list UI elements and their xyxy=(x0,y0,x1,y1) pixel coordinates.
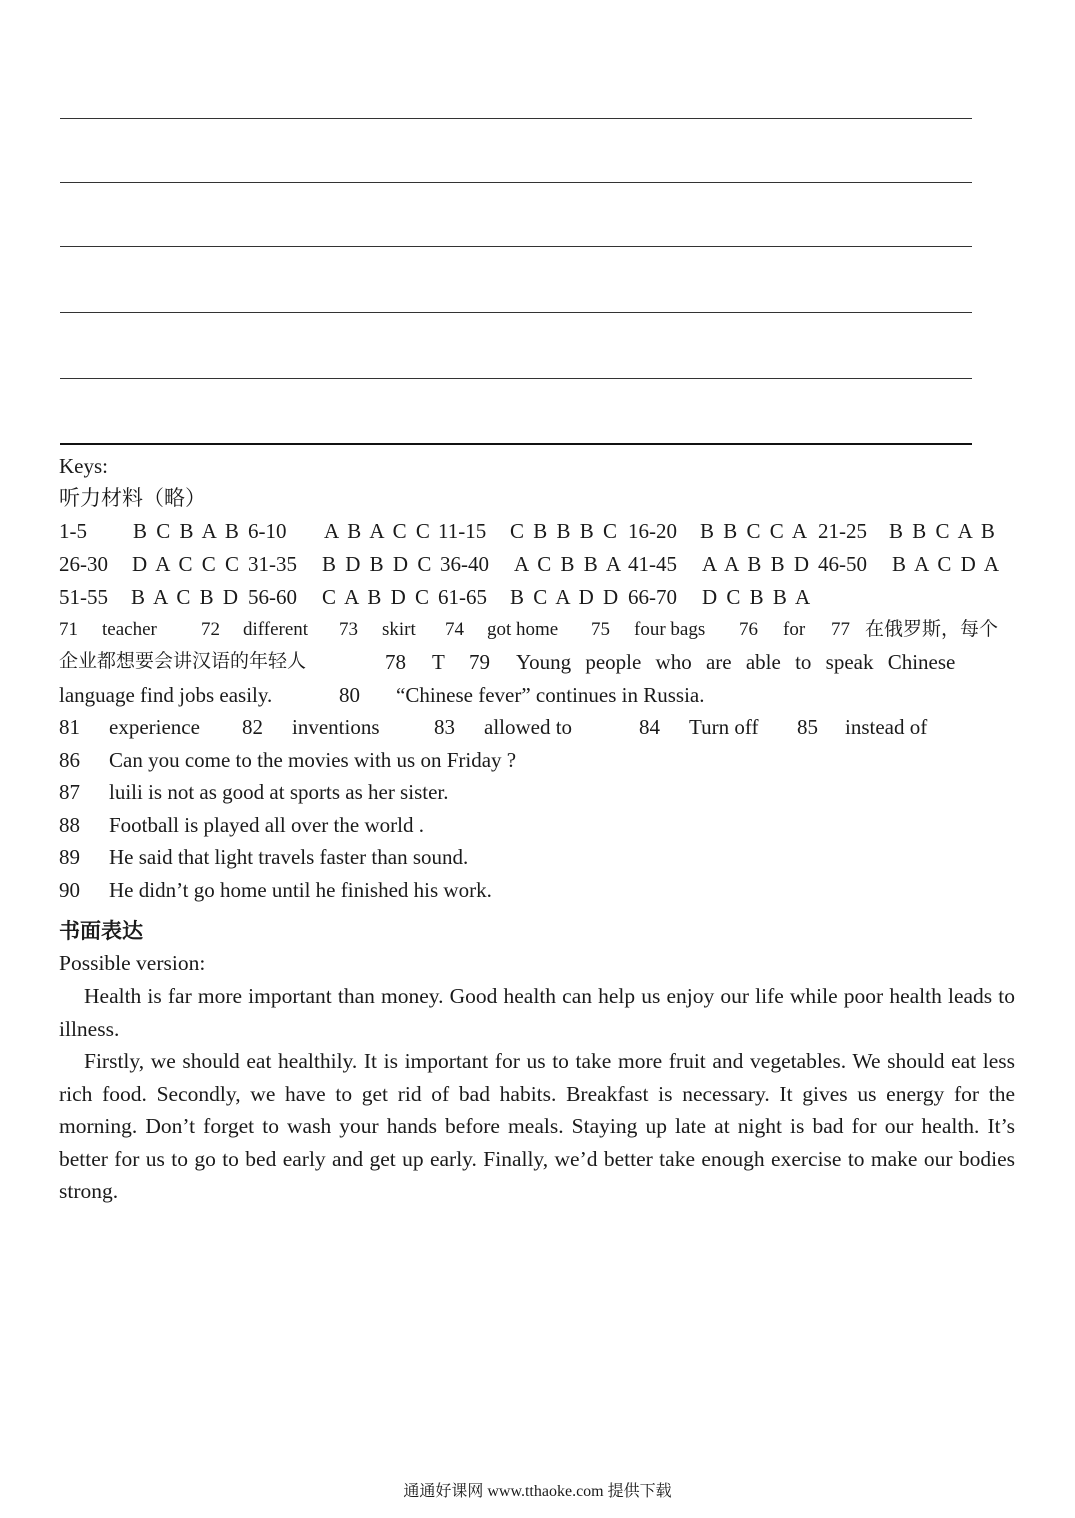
mc-answer: D A C C C xyxy=(132,552,242,576)
mc-range: 46-50 xyxy=(818,552,867,576)
question-number: 89 xyxy=(59,845,80,869)
question-number: 73 xyxy=(339,619,358,640)
true-false-answer: T xyxy=(432,650,445,674)
sentence-answer: He said that light travels faster than sound. xyxy=(109,845,469,869)
mc-answer: B B C A B xyxy=(889,519,997,543)
writing-line-5 xyxy=(60,378,972,379)
q77-answer-part1: 在俄罗斯，每个 xyxy=(865,619,999,640)
fill-answer: skirt xyxy=(382,619,416,640)
mc-range: 16-20 xyxy=(628,519,677,543)
section-title: 书面表达 xyxy=(59,919,143,943)
fill-answer: teacher xyxy=(102,619,157,640)
mc-range: 56-60 xyxy=(248,585,297,609)
fill-answer: inventions xyxy=(292,715,380,739)
fill-answer: got home xyxy=(487,619,559,640)
mc-range: 41-45 xyxy=(628,552,677,576)
question-number: 75 xyxy=(591,619,610,640)
q79-answer-part1: Young people who are able to speak Chinese xyxy=(516,650,956,674)
fill-answer: instead of xyxy=(845,715,928,739)
question-number: 85 xyxy=(797,715,818,739)
writing-line-4 xyxy=(60,312,972,313)
mc-answer: B A C D A xyxy=(892,552,1002,576)
page-footer: 通通好课网 www.tthaoke.com 提供下载 xyxy=(403,1483,672,1500)
question-number: 74 xyxy=(445,619,464,640)
essay-paragraph-1-text: Health is far more important than money. Good health can help us enjoy our life while poor health leads to illness. xyxy=(59,984,1015,1041)
fill-answer: allowed to xyxy=(484,715,573,739)
question-number: 87 xyxy=(59,780,80,804)
mc-answer: B C B A B xyxy=(133,519,241,543)
question-number: 86 xyxy=(59,748,80,772)
listening-note: 听力材料（略） xyxy=(59,486,206,510)
fill-answer: four bags xyxy=(634,619,706,640)
mc-answer: B D B D C xyxy=(322,552,434,576)
question-number: 71 xyxy=(59,619,78,640)
mc-answer: C A B D C xyxy=(322,585,432,609)
mc-range: 61-65 xyxy=(438,585,487,609)
question-number: 77 xyxy=(831,619,850,640)
mc-range: 36-40 xyxy=(440,552,489,576)
question-number: 72 xyxy=(201,619,220,640)
question-number: 80 xyxy=(339,683,360,707)
fill-answer: experience xyxy=(109,715,200,739)
mc-range: 1-5 xyxy=(59,519,87,543)
essay-paragraph-2 xyxy=(59,1045,1015,1208)
mc-answer: D C B B A xyxy=(702,585,813,609)
sentence-answer: luili is not as good at sports as her sister. xyxy=(109,780,449,804)
question-number: 79 xyxy=(469,650,490,674)
mc-answer: B A C B D xyxy=(131,585,241,609)
question-number: 83 xyxy=(434,715,455,739)
question-number: 81 xyxy=(59,715,80,739)
question-number: 82 xyxy=(242,715,263,739)
question-number: 78 xyxy=(385,650,406,674)
sentence-answer: Can you come to the movies with us on Friday ? xyxy=(109,748,517,772)
q77-answer-part2: 企业都想要会讲汉语的年轻人 xyxy=(59,651,307,672)
mc-answer: A B A C C xyxy=(324,519,432,543)
mc-answer: A A B B D xyxy=(702,552,812,576)
question-number: 84 xyxy=(639,715,660,739)
fill-answer: Turn off xyxy=(689,715,759,739)
mc-range: 11-15 xyxy=(438,519,487,543)
writing-line-2 xyxy=(60,182,972,183)
fill-answer: for xyxy=(783,619,806,640)
essay-paragraph-1 xyxy=(59,980,1015,1045)
mc-range: 6-10 xyxy=(248,519,287,543)
mc-range: 31-35 xyxy=(248,552,297,576)
possible-version-label: Possible version: xyxy=(59,951,206,975)
writing-line-6 xyxy=(60,443,972,445)
mc-range: 26-30 xyxy=(59,552,108,576)
mc-answer: A C B B A xyxy=(514,552,624,576)
writing-line-3 xyxy=(60,246,972,247)
mc-range: 51-55 xyxy=(59,585,108,609)
sentence-answer: He didn’t go home until he finished his work. xyxy=(109,878,492,902)
question-number: 88 xyxy=(59,813,80,837)
question-number: 90 xyxy=(59,878,80,902)
essay-paragraph-2-text: Firstly, we should eat healthily. It is important for us to take more fruit and vegetables. We should eat less rich food. Secondly, we have to get rid of bad habits. Breakfast is necessary. It gives us energy for the morning. Don’t forget to wash your hands before meals. Staying up late at night is bad for our health. It’s better for us to go to bed early and get up early. Finally, we’d better take enough exercise to make our bodies strong. xyxy=(59,1049,1015,1203)
mc-range: 21-25 xyxy=(818,519,867,543)
sentence-answer: Football is played all over the world . xyxy=(109,813,424,837)
q79-answer-part2: language find jobs easily. xyxy=(59,683,273,707)
question-number: 76 xyxy=(739,619,758,640)
fill-answer: different xyxy=(243,619,309,640)
q80-answer: “Chinese fever” continues in Russia. xyxy=(396,683,705,707)
mc-range: 66-70 xyxy=(628,585,677,609)
mc-answer: B C A D D xyxy=(510,585,621,609)
mc-answer: C B B B C xyxy=(510,519,620,543)
writing-line-1 xyxy=(60,118,972,119)
mc-answer: B B C C A xyxy=(700,519,810,543)
keys-label: Keys: xyxy=(59,454,108,478)
